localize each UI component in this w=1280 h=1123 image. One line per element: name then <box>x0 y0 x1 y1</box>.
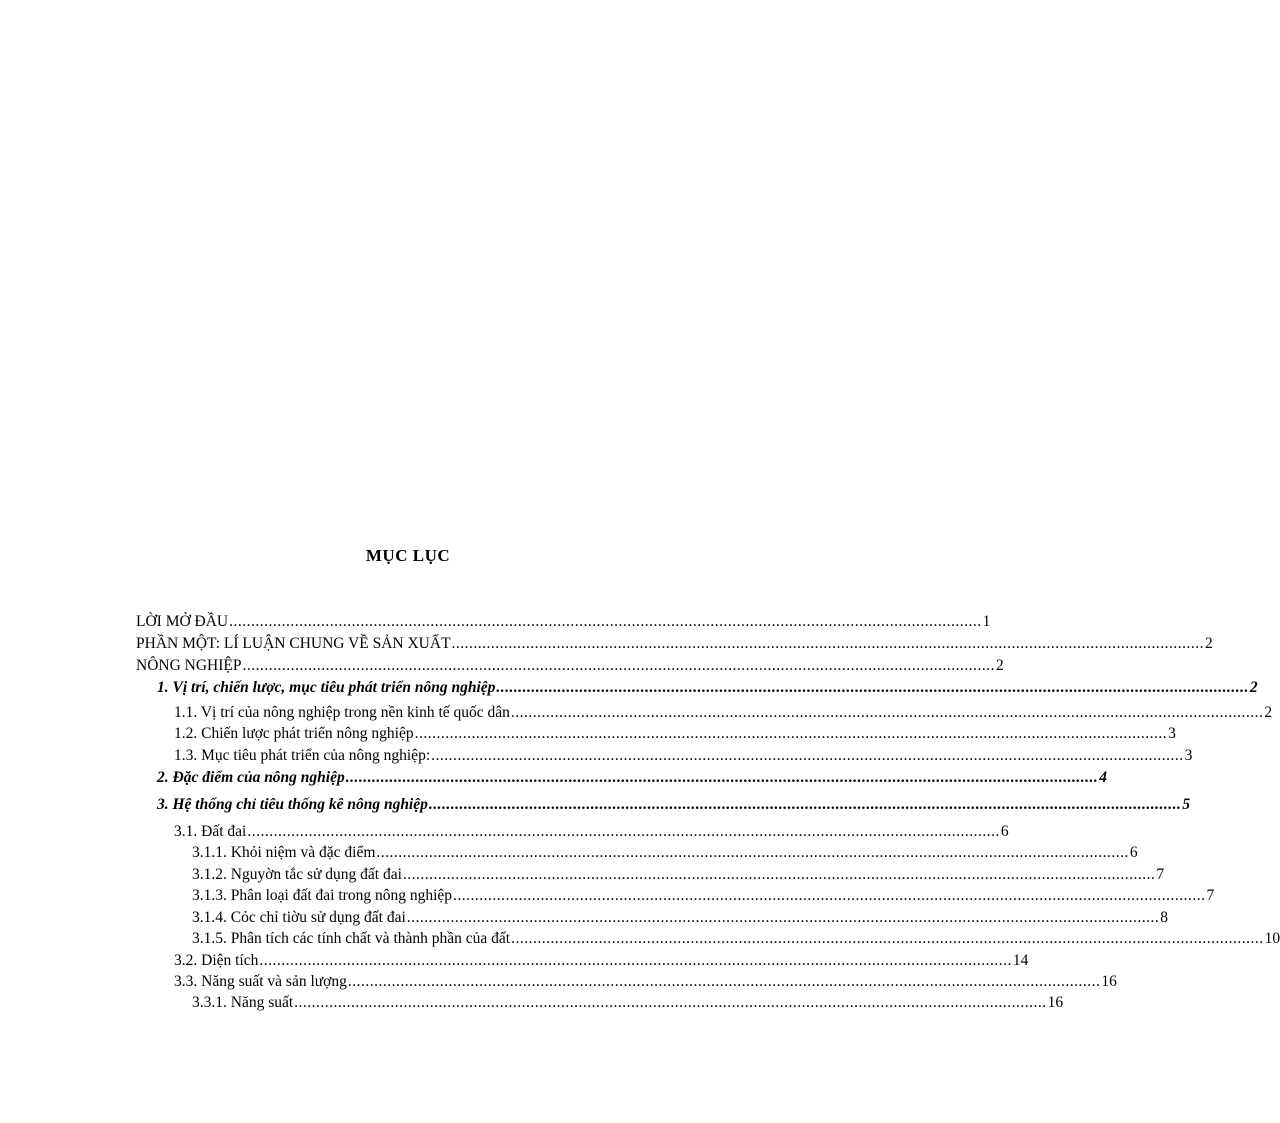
toc-entry-page: 2 <box>1205 635 1213 652</box>
toc-entry-label: 1.2. Chiến lược phát triển nông nghiệp <box>174 725 414 742</box>
toc-entry-page: 4 <box>1099 769 1107 786</box>
toc-entry-page: 2 <box>995 657 1004 674</box>
toc-entry-label: 3.3.1. Năng suất <box>192 994 294 1011</box>
toc-entry-label: 1.1. Vị trí của nông nghiệp trong nền kinh tế quốc dân <box>174 704 510 721</box>
toc-entry-3-1-3[interactable] <box>192 886 1215 906</box>
toc-entry-section-1[interactable] <box>157 678 1258 698</box>
toc-entry-label: 1. Vị trí, chiến lược, mục tiêu phát triển nông nghiệp <box>157 679 496 696</box>
toc-entry-page: 16 <box>1101 973 1117 990</box>
toc-entry-1-3[interactable] <box>174 746 1193 766</box>
toc-entry-page: 3 <box>1168 725 1176 742</box>
toc-entry-page: 7 <box>1156 866 1165 883</box>
toc-entry-3-1-4[interactable] <box>192 908 1169 928</box>
toc-entry-label: 3.1.2. Nguyờn tắc sử dụng đất đai <box>192 866 402 883</box>
toc-entry-label: PHẦN MỘT: LÍ LUẬN CHUNG VỀ SẢN XUẤT <box>136 635 451 652</box>
toc-leader-dots: ............................................................................................................................................................................ <box>242 657 995 674</box>
toc-leader-dots: ............................................................................................................................................................................ <box>431 747 1184 764</box>
toc-entry-1-1[interactable] <box>174 703 1273 723</box>
toc-entry-3-1-1[interactable] <box>192 843 1138 863</box>
toc-entry-page: 6 <box>1129 844 1138 861</box>
toc-leader-dots: ............................................................................................................................................................................ <box>451 635 1205 652</box>
toc-entry-label: 3.1.1. Khỏi niệm và đặc điểm <box>192 844 376 861</box>
toc-entry-section-2[interactable] <box>157 768 1107 788</box>
toc-entry-label: 1.3. Mục tiêu phát triển của nông nghiệp: <box>174 747 431 764</box>
toc-leader-dots: ............................................................................................................................................................................ <box>428 796 1182 813</box>
toc-leader-dots: ............................................................................................................................................................................ <box>347 973 1101 990</box>
toc-entry-label: 3.1.3. Phân loại đất đai trong nông nghiệp <box>192 887 453 904</box>
toc-entry-label: LỜI MỞ ĐẦU <box>136 613 229 630</box>
toc-entry-page: 10 <box>1264 930 1280 947</box>
toc-leader-dots: ............................................................................................................................................................................ <box>511 930 1264 947</box>
toc-leader-dots: ............................................................................................................................................................................ <box>510 704 1264 721</box>
toc-leader-dots: ............................................................................................................................................................................ <box>414 725 1168 742</box>
toc-leader-dots: ............................................................................................................................................................................ <box>376 844 1129 861</box>
toc-leader-dots: ............................................................................................................................................................................ <box>247 823 1000 840</box>
toc-entry-phan-mot[interactable] <box>136 634 1213 654</box>
toc-entry-label: 3.3. Năng suất và sản lượng <box>174 973 347 990</box>
toc-leader-dots: ............................................................................................................................................................................ <box>259 952 1012 969</box>
toc-entry-page: 14 <box>1012 952 1029 969</box>
toc-entry-3-1-2[interactable] <box>192 865 1165 885</box>
toc-entry-section-3[interactable] <box>157 795 1191 815</box>
toc-entry-page: 6 <box>1000 823 1009 840</box>
toc-leader-dots: ............................................................................................................................................................................ <box>294 994 1047 1011</box>
toc-entry-page: 5 <box>1182 796 1191 813</box>
toc-entry-nong-nghiep[interactable] <box>136 656 1004 676</box>
toc-entry-page: 8 <box>1160 909 1169 926</box>
toc-entry-page: 2 <box>1264 704 1273 721</box>
toc-entry-3-3[interactable] <box>174 972 1117 992</box>
toc-entry-3-2[interactable] <box>174 951 1029 971</box>
toc-leader-dots: ............................................................................................................................................................................ <box>453 887 1206 904</box>
toc-entry-3-1[interactable] <box>174 822 1009 842</box>
toc-entry-page: 3 <box>1184 747 1193 764</box>
toc-entry-label: 3.2. Diện tích <box>174 952 259 969</box>
toc-entry-3-3-1[interactable] <box>192 993 1064 1013</box>
toc-entry-page: 1 <box>982 613 991 630</box>
toc-entry-label: 3. Hệ thống chỉ tiêu thống kê nông nghiệp <box>157 796 428 813</box>
toc-entry-page: 2 <box>1249 679 1258 696</box>
toc-entry-label: 3.1.5. Phân tích các tính chất và thành phần của đất <box>192 930 511 947</box>
toc-entry-1-2[interactable] <box>174 724 1176 744</box>
toc-entry-label: 3.1. Đất đai <box>174 823 247 840</box>
toc-title: MỤC LỤC <box>365 546 451 565</box>
toc-leader-dots: ............................................................................................................................................................................ <box>402 866 1156 883</box>
toc-entry-page: 16 <box>1047 994 1064 1011</box>
toc-leader-dots: ............................................................................................................................................................................ <box>345 769 1099 786</box>
toc-leader-dots: ............................................................................................................................................................................ <box>229 613 982 630</box>
toc-entry-page: 7 <box>1206 887 1215 904</box>
toc-entry-label: 3.1.4. Cỏc chỉ tiờu sử dụng đất đai <box>192 909 406 926</box>
toc-entry-3-1-5[interactable] <box>192 929 1280 949</box>
toc-entry-label: 2. Đặc điểm của nông nghiệp <box>157 769 345 786</box>
toc-entry-label: NÔNG NGHIỆP <box>136 657 242 674</box>
toc-leader-dots: ............................................................................................................................................................................ <box>406 909 1160 926</box>
toc-leader-dots: ............................................................................................................................................................................ <box>496 679 1249 696</box>
toc-entry-loi-mo-dau[interactable] <box>136 612 991 632</box>
